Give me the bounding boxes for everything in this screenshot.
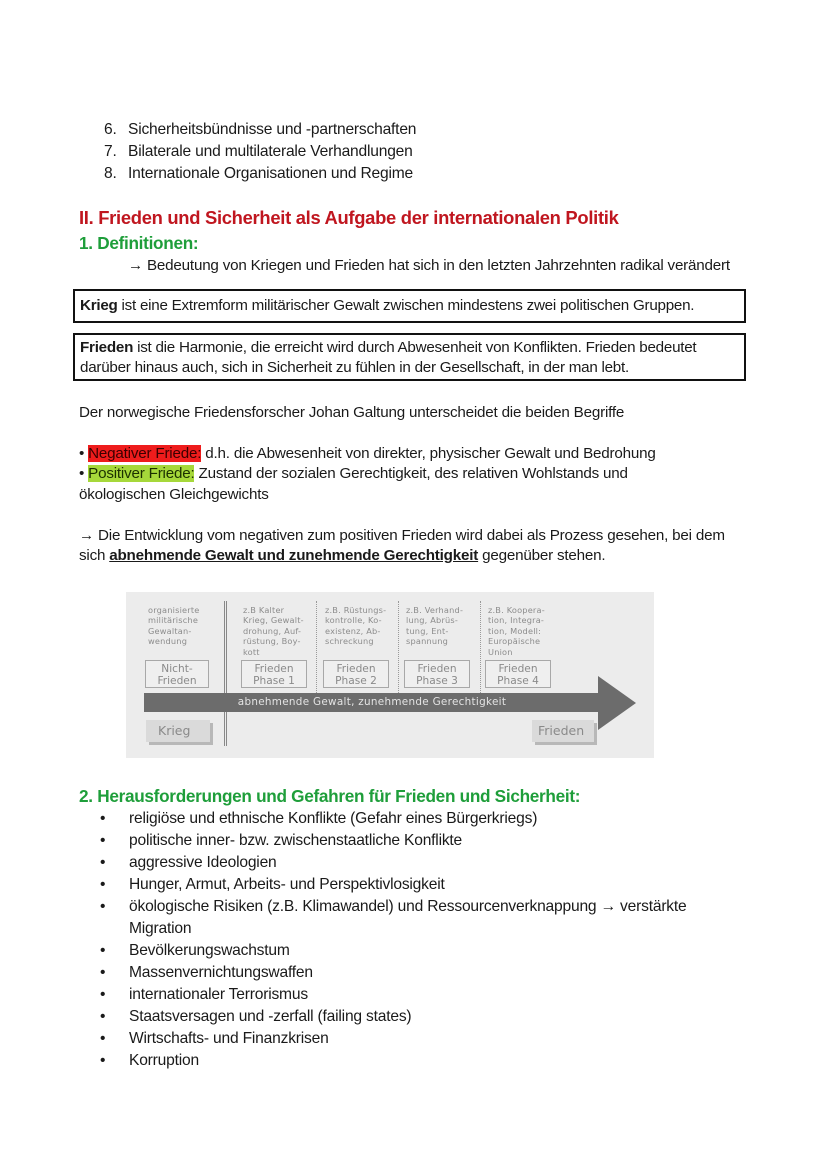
negative-peace-text: d.h. die Abwesenheit von direkter, physischer Gewalt und Bedrohung [201, 445, 656, 462]
definitions-intro: → Bedeutung von Kriegen und Frieden hat sich in den letzten Jahrzehnten radikal verändert [128, 257, 730, 274]
list-number: 7. [104, 143, 117, 160]
phase-box-2: Frieden Phase 2 [323, 660, 389, 688]
positive-peace-line [79, 464, 628, 484]
bullet: • [79, 465, 85, 482]
bullet: • [100, 986, 106, 1003]
bullet: • [100, 964, 106, 981]
column-description: z.B. Koopera- tion, Integra- tion, Modell: Europäische Union [488, 605, 545, 657]
bullet: • [100, 1030, 106, 1047]
arrow-label: abnehmende Gewalt, zunehmende Gerechtigkeit [237, 696, 507, 708]
peace-process-diagram [126, 592, 654, 758]
divider-dotted [316, 601, 317, 693]
column-description: organisierte militärische Gewaltan- wendung [148, 605, 200, 647]
bullet: • [100, 854, 106, 871]
bullet: • [79, 445, 85, 462]
definitions-heading: 1. Definitionen: [79, 233, 199, 253]
positive-peace-label: Positiver Friede: [88, 465, 195, 482]
bullet: • [100, 832, 106, 849]
section-title: II. Frieden und Sicherheit als Aufgabe der internationalen Politik [79, 207, 619, 228]
arrow-head-icon [598, 676, 636, 730]
bullet: • [100, 876, 106, 893]
term-frieden: Frieden [80, 339, 134, 356]
list-item [104, 143, 413, 161]
definition-box-krieg [73, 289, 746, 323]
phase-box-1: Frieden Phase 1 [241, 660, 307, 688]
negative-peace-label: Negativer Friede: [88, 445, 202, 462]
list-text: Internationale Organisationen und Regime [128, 165, 414, 182]
process-line-1: → Die Entwicklung vom negativen zum positiven Frieden wird dabei als Prozess gesehen, bei dem [79, 527, 725, 544]
list-text: Bilaterale und multilaterale Verhandlungen [128, 143, 413, 160]
phase-box-4: Frieden Phase 4 [485, 660, 551, 688]
process-line-2 [79, 546, 605, 566]
definition-box-frieden [73, 333, 746, 381]
list-text: Sicherheitsbündnisse und -partnerschaften [128, 121, 417, 138]
positive-peace-text: Zustand der sozialen Gerechtigkeit, des relativen Wohlstands und [194, 465, 628, 482]
definition-frieden: ist die Harmonie, die erreicht wird durch Abwesenheit von Konflikten. Frieden bedeutet darüber hinaus auch, sich in Sicherheit zu fühlen in der Gesellschaft, in der man lebt. [80, 339, 697, 376]
divider-dotted [398, 601, 399, 693]
list-item [104, 121, 416, 139]
bullet: • [100, 1008, 106, 1025]
challenges-heading: 2. Herausforderungen und Gefahren für Frieden und Sicherheit: [79, 786, 581, 806]
column-description: z.B. Verhand- lung, Abrüs- tung, Ent- spannung [406, 605, 464, 647]
divider-solid [224, 601, 227, 746]
divider-dotted [480, 601, 481, 693]
list-item [104, 165, 413, 183]
end-label-frieden: Frieden [532, 720, 594, 742]
term-krieg: Krieg [80, 297, 118, 314]
negative-peace-line [79, 444, 656, 464]
positive-peace-continuation: ökologischen Gleichgewichts [79, 486, 269, 503]
process-text: gegenüber stehen. [478, 547, 606, 564]
bullet: • [100, 942, 106, 959]
phase-box-nicht-frieden: Nicht- Frieden [145, 660, 209, 688]
definition-krieg: ist eine Extremform militärischer Gewalt zwischen mindestens zwei politischen Gruppen. [117, 297, 695, 314]
list-number: 8. [104, 165, 117, 182]
galtung-intro: Der norwegische Friedensforscher Johan Galtung unterscheidet die beiden Begriffe [79, 404, 625, 421]
list-number: 6. [104, 121, 117, 138]
bullet: • [100, 810, 106, 827]
column-description: z.B Kalter Krieg, Gewalt- drohung, Auf- rüstung, Boy- kott [243, 605, 304, 657]
start-label-krieg: Krieg [146, 720, 210, 742]
phase-box-3: Frieden Phase 3 [404, 660, 470, 688]
process-emphasis: abnehmende Gewalt und zunehmende Gerechtigkeit [109, 547, 479, 564]
process-arrow [144, 693, 600, 712]
process-text: sich [79, 547, 110, 564]
column-description: z.B. Rüstungs- kontrolle, Ko- existenz, Ab- schreckung [325, 605, 387, 647]
bullet: • [100, 1052, 106, 1069]
bullet: • [100, 898, 106, 915]
